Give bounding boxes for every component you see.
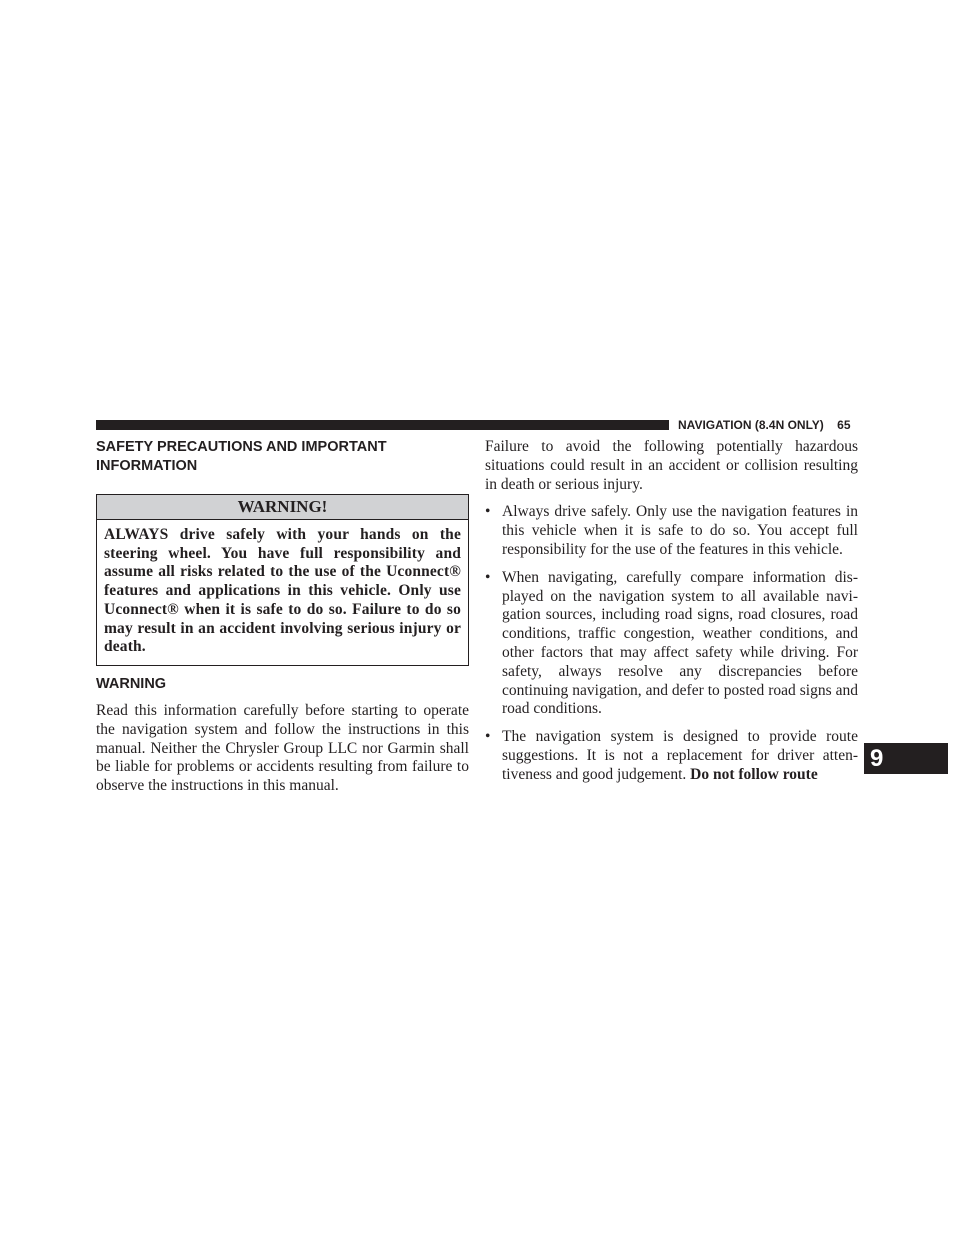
page-number: 65 [837,418,851,432]
warning-box-body: ALWAYS drive safely with your hands on the steering wheel. You have full responsibility and assume all risks related to the use of the Uconnect® features and applications in this vehicle. Only use Uconnect® when it is safe to do so. Failure to do so may result in an accident involving serious injury or death. [104,526,461,656]
warning-subheading: WARNING [96,675,167,692]
bullet-bold-text: Do not follow route [690,765,818,783]
header-rule [96,420,669,430]
warning-box [96,494,469,666]
bullet-text: When navigating, carefully compare information displayed on the navigation system to all available navigation sources, including road signs, road closures, road conditions, traffic congestion, weather conditions, and other factors that may affect safety while driving. For safety, always resolve any discrepancies before continuing navigation, and defer to posted road signs and road conditions. [502,568,858,718]
bullet-icon: • [485,728,491,746]
section-heading [96,438,469,476]
list-item [485,728,858,784]
right-column [485,438,858,785]
bullet-text: Always drive safely. Only use the navigation features in this vehicle when it is safe to do so. You accept full responsibility for the use of the features in this vehicle. [502,503,858,558]
running-header [678,417,851,433]
warning-paragraph: Read this information carefully before starting to operate the navigation system and follow the instructions in this manual. Neither the Chrysler Group LLC nor Garmin shall be liable for problems or accidents resulting from failure to observe the instructions in this manual. [96,701,469,795]
intro-paragraph: Failure to avoid the following potentially hazardous situations could result in an accident or collision resulting in death or serious injury. [485,438,858,493]
bullet-icon: • [485,568,491,586]
section-heading-line-1: SAFETY PRECAUTIONS AND IMPORTANT [96,439,387,455]
header-title: NAVIGATION (8.4N ONLY) [678,418,824,432]
chapter-tab: 9 [864,743,948,774]
section-heading-line-2: INFORMATION [96,458,198,474]
warning-box-title: WARNING! [97,495,468,520]
list-item [485,503,858,559]
bullet-icon: • [485,503,491,521]
list-item [485,569,858,719]
bullet-list [485,503,858,784]
left-column [96,438,469,796]
bullet-text: The navigation system is designed to provide route suggestions. It is not a replacement for driver attentiveness and good judgement. [502,728,858,783]
